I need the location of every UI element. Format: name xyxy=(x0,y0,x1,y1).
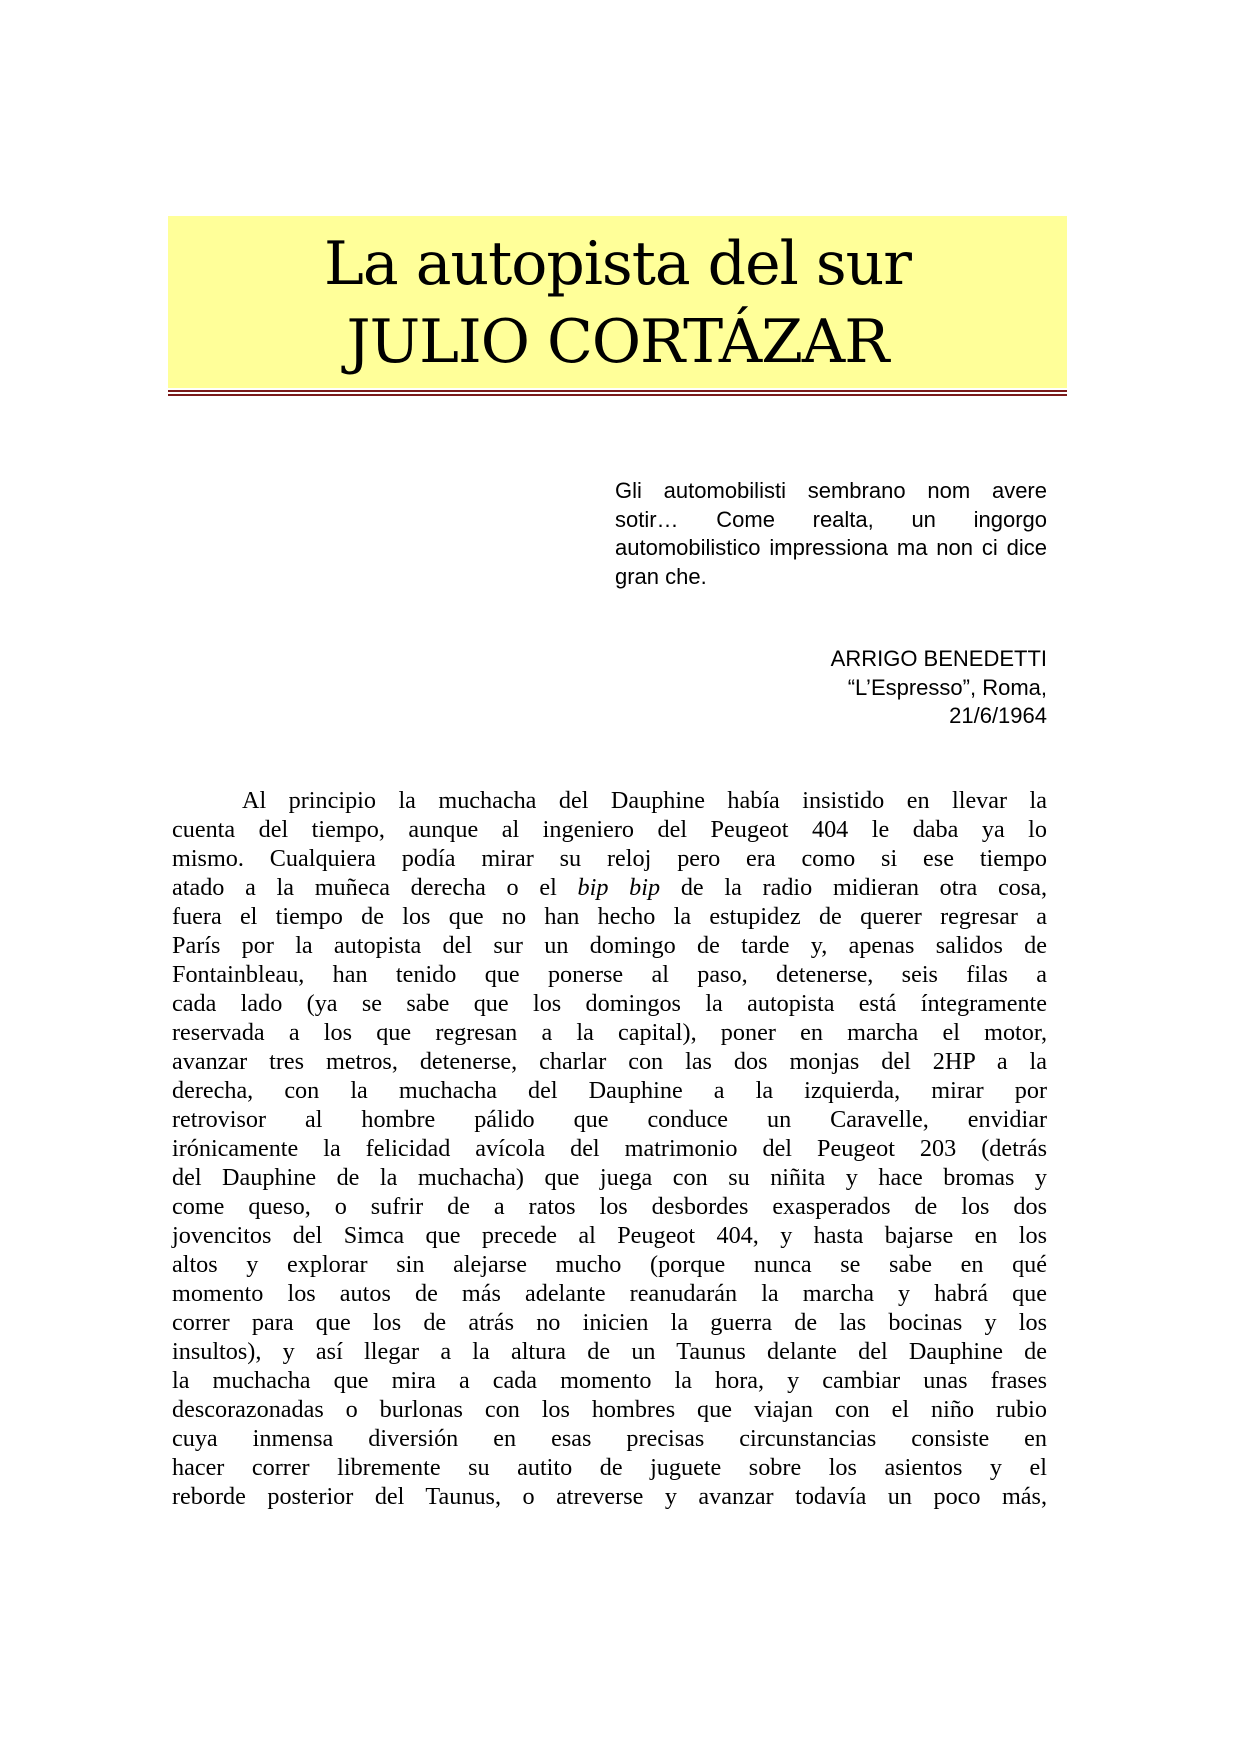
body-line: come queso, o sufrir de a ratos los desbordes exasperados de los dos xyxy=(172,1193,1047,1220)
author-name: JULIO CORTÁZAR xyxy=(346,307,889,377)
body-line: irónicamente la felicidad avícola del matrimonio del Peugeot 203 (detrás xyxy=(172,1135,1047,1162)
body-line: Fontainbleau, han tenido que ponerse al paso, detenerse, seis filas a xyxy=(172,961,1047,988)
body-line: París por la autopista del sur un domingo de tarde y, apenas salidos de xyxy=(172,932,1047,959)
body-line: momento los autos de más adelante reanudarán la marcha y habrá que xyxy=(172,1280,1047,1307)
body-line: correr para que los de atrás no inicien la guerra de las bocinas y los xyxy=(172,1309,1047,1336)
body-line: la muchacha que mira a cada momento la hora, y cambiar unas frases xyxy=(172,1367,1047,1394)
title-banner xyxy=(168,216,1067,388)
body-line: Al principio la muchacha del Dauphine había insistido en llevar la xyxy=(242,787,1047,814)
body-line: fuera el tiempo de los que no han hecho la estupidez de querer regresar a xyxy=(172,903,1047,930)
body-paragraph xyxy=(172,786,1047,1511)
body-line: mismo. Cualquiera podía mirar su reloj pero era como si ese tiempo xyxy=(172,845,1047,872)
body-line: reservada a los que regresan a la capital), poner en marcha el motor, xyxy=(172,1019,1047,1046)
body-line-with-italic xyxy=(172,873,1047,902)
body-line: insultos), y así llegar a la altura de un Taunus delante del Dauphine de xyxy=(172,1338,1047,1365)
attribution-source: “L’Espresso”, Roma, xyxy=(847,674,1047,700)
title-double-rule xyxy=(168,390,1067,396)
body-line: cada lado (ya se sabe que los domingos la autopista está íntegramente xyxy=(172,990,1047,1017)
attribution-date: 21/6/1964 xyxy=(949,703,1047,728)
body-line: jovencitos del Simca que precede al Peugeot 404, y hasta bajarse en los xyxy=(172,1222,1047,1249)
body-line: retrovisor al hombre pálido que conduce un Caravelle, envidiar xyxy=(172,1106,1047,1133)
story-title: La autopista del sur xyxy=(324,229,911,299)
body-line: cuya inmensa diversión en esas precisas circunstancias consiste en xyxy=(172,1425,1047,1452)
body-line: avanzar tres metros, detenerse, charlar con las dos monjas del 2HP a la xyxy=(172,1048,1047,1075)
body-line: hacer correr libremente su autito de juguete sobre los asientos y el xyxy=(172,1454,1047,1481)
body-line: reborde posterior del Taunus, o atreverse y avanzar todavía un poco más, xyxy=(172,1483,1047,1510)
body-line: cuenta del tiempo, aunque al ingeniero del Peugeot 404 le daba ya lo xyxy=(172,816,1047,843)
attribution-author: ARRIGO BENEDETTI xyxy=(830,646,1047,671)
body-line: derecha, con la muchacha del Dauphine a la izquierda, mirar por xyxy=(172,1077,1047,1104)
italic-phrase: bip bip xyxy=(577,874,661,901)
epigraph-attribution xyxy=(615,645,1047,731)
body-line: altos y explorar sin alejarse mucho (porque nunca se sabe en qué xyxy=(172,1251,1047,1278)
body-line: descorazonadas o burlonas con los hombres que viajan con el niño rubio xyxy=(172,1396,1047,1423)
body-text-segment: atado a la muñeca derecha o el xyxy=(172,874,557,901)
epigraph-quote: Gli automobilisti sembrano nom avere sotir… Come realta, un ingorgo automobilistico impressiona ma non ci dice gran che. xyxy=(615,478,1047,589)
body-line: del Dauphine de la muchacha) que juega con su niñita y hace bromas y xyxy=(172,1164,1047,1191)
body-text-segment: de la radio midieran otra cosa, xyxy=(660,874,1047,901)
